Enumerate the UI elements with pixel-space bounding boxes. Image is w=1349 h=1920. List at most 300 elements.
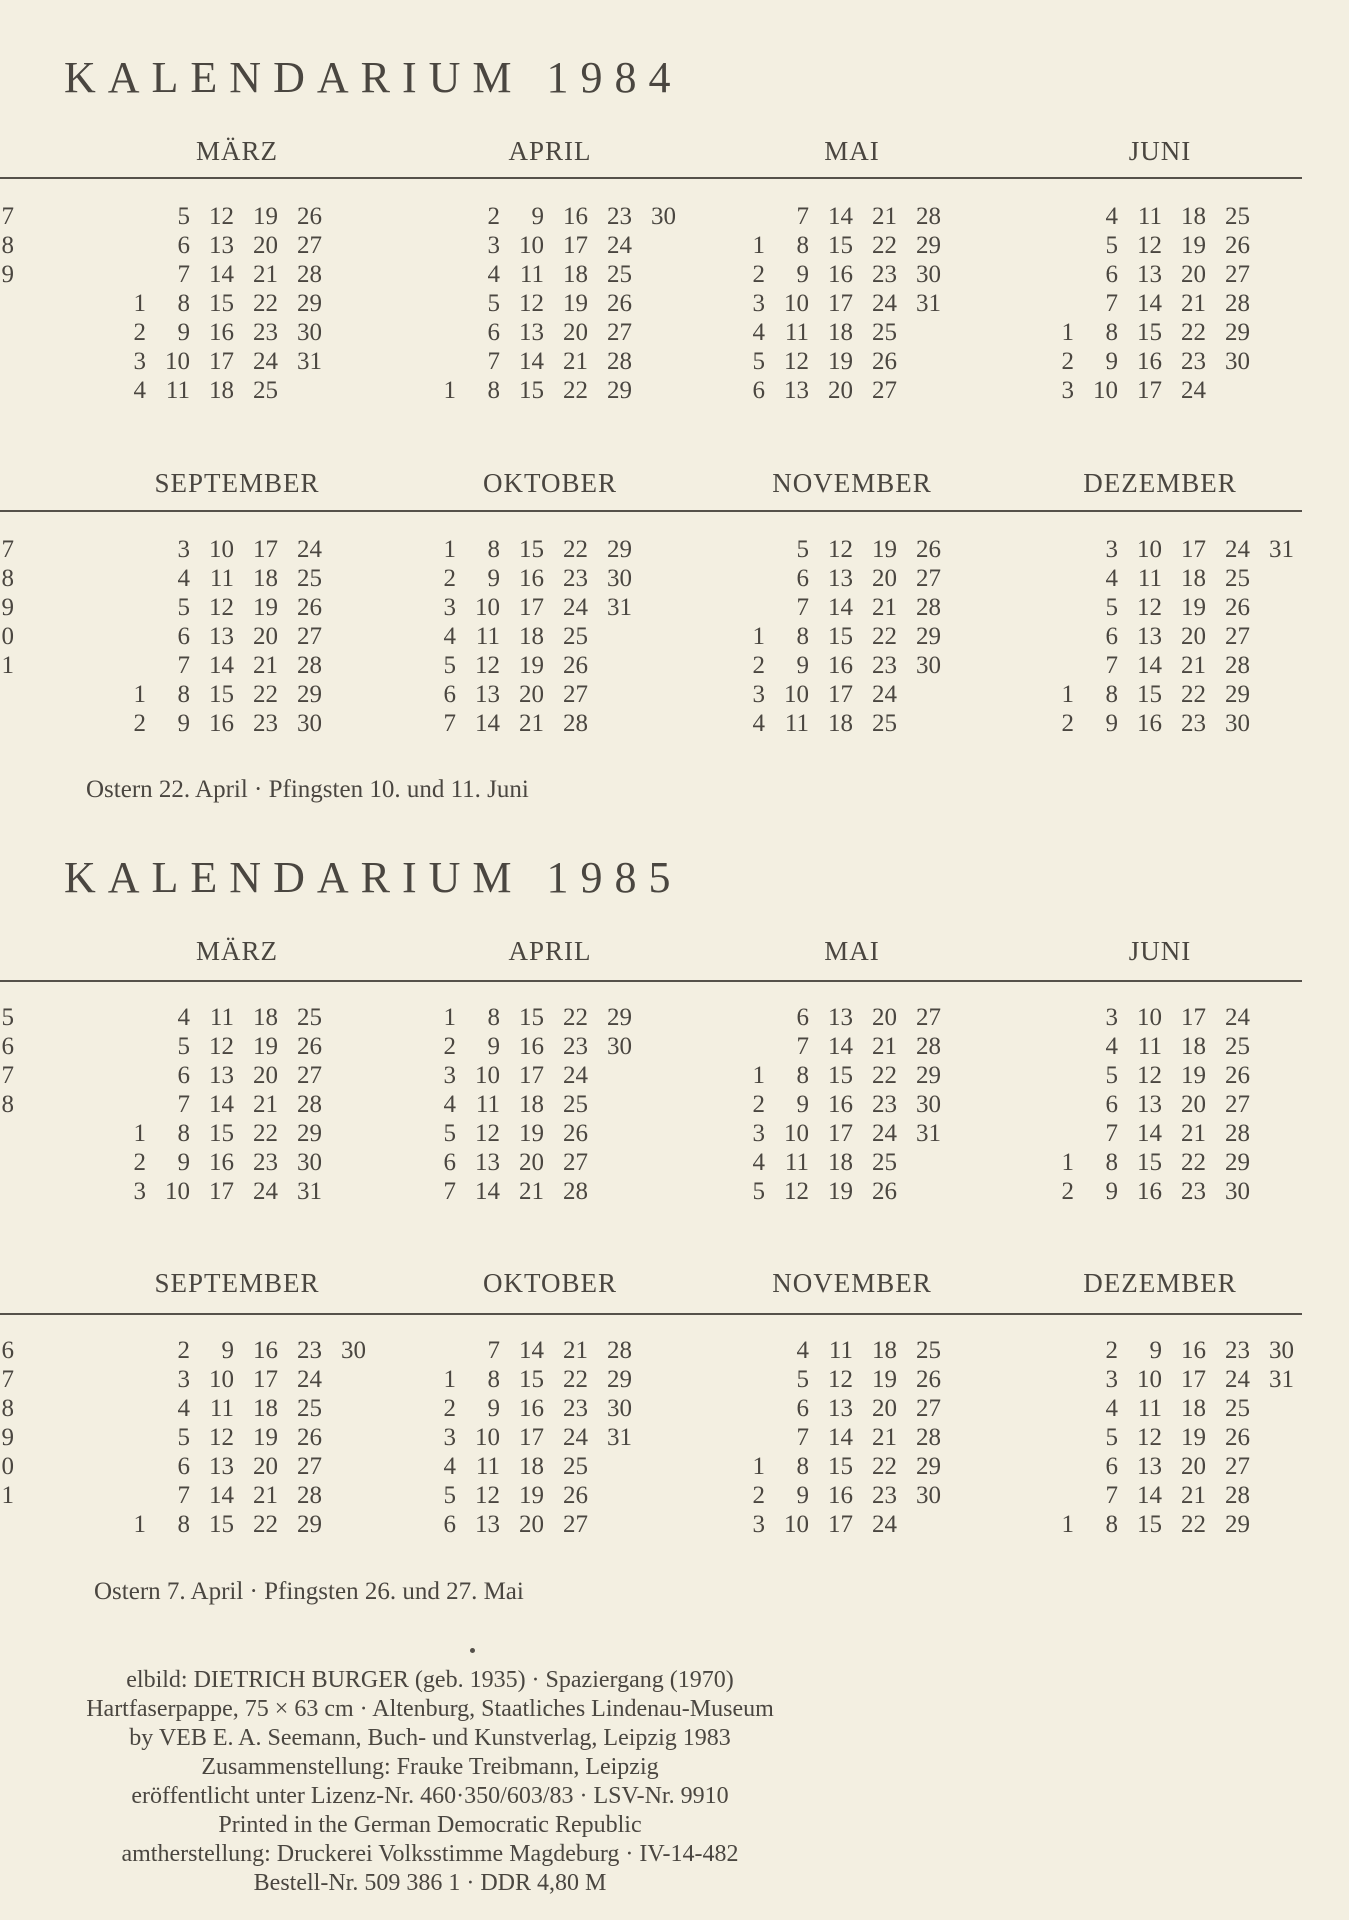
day-number: 8 bbox=[487, 377, 500, 404]
week-number: 8 bbox=[1, 565, 14, 592]
day-number: 30 bbox=[297, 1149, 322, 1176]
day-number: 13 bbox=[828, 1004, 853, 1031]
day-number: 31 bbox=[297, 1178, 322, 1205]
day-number: 4 bbox=[752, 1149, 765, 1176]
day-number: 12 bbox=[475, 652, 500, 679]
day-number: 21 bbox=[1181, 1120, 1206, 1147]
day-number: 18 bbox=[519, 623, 544, 650]
day-number: 25 bbox=[1225, 203, 1250, 230]
day-number: 7 bbox=[796, 1424, 809, 1451]
day-number: 8 bbox=[487, 1004, 500, 1031]
month-name: NOVEMBER bbox=[772, 1268, 932, 1298]
day-number: 27 bbox=[563, 1511, 588, 1538]
colophon-line: Hartfaserpappe, 75 × 63 cm · Altenburg, Staatliches Lindenau-Museum bbox=[86, 1696, 774, 1722]
week-number: 0 bbox=[1, 1453, 14, 1480]
day-number: 29 bbox=[916, 232, 941, 259]
day-number: 15 bbox=[1137, 681, 1162, 708]
separator-dot bbox=[470, 1648, 475, 1653]
day-number: 23 bbox=[253, 710, 278, 737]
day-number: 27 bbox=[916, 1395, 941, 1422]
day-number: 13 bbox=[828, 1395, 853, 1422]
day-number: 3 bbox=[1105, 1366, 1118, 1393]
day-number: 9 bbox=[177, 1149, 190, 1176]
day-number: 11 bbox=[475, 623, 500, 650]
day-number: 19 bbox=[253, 594, 278, 621]
day-number: 25 bbox=[1225, 1033, 1250, 1060]
day-number: 25 bbox=[297, 565, 322, 592]
day-number: 9 bbox=[531, 203, 544, 230]
day-number: 15 bbox=[1137, 319, 1162, 346]
day-number: 16 bbox=[1137, 1178, 1162, 1205]
day-number: 23 bbox=[872, 652, 897, 679]
day-number: 11 bbox=[209, 1004, 234, 1031]
day-number: 29 bbox=[607, 377, 632, 404]
day-number: 22 bbox=[872, 232, 897, 259]
day-number: 16 bbox=[1137, 348, 1162, 375]
day-number: 20 bbox=[563, 319, 588, 346]
day-number: 14 bbox=[209, 1482, 234, 1509]
day-number: 25 bbox=[563, 623, 588, 650]
day-number: 19 bbox=[872, 536, 897, 563]
day-number: 19 bbox=[828, 1178, 853, 1205]
day-number: 14 bbox=[828, 1424, 853, 1451]
day-number: 27 bbox=[1225, 261, 1250, 288]
day-number: 13 bbox=[475, 1511, 500, 1538]
day-number: 14 bbox=[209, 652, 234, 679]
calendar-title: KALENDARIUM 1985 bbox=[64, 853, 683, 902]
day-number: 1 bbox=[1061, 1149, 1074, 1176]
day-number: 21 bbox=[253, 261, 278, 288]
day-number: 7 bbox=[177, 1091, 190, 1118]
month-name: DEZEMBER bbox=[1083, 1268, 1237, 1298]
week-number: 1 bbox=[1, 1482, 14, 1509]
day-number: 15 bbox=[209, 1511, 234, 1538]
day-number: 8 bbox=[1105, 681, 1118, 708]
day-number: 23 bbox=[1181, 348, 1206, 375]
day-number: 25 bbox=[872, 1149, 897, 1176]
day-number: 23 bbox=[607, 203, 632, 230]
month-name: JUNI bbox=[1128, 936, 1192, 966]
day-number: 13 bbox=[1137, 1091, 1162, 1118]
day-number: 13 bbox=[1137, 261, 1162, 288]
day-number: 15 bbox=[828, 1062, 853, 1089]
day-number: 19 bbox=[563, 290, 588, 317]
day-number: 4 bbox=[487, 261, 500, 288]
day-number: 12 bbox=[209, 594, 234, 621]
day-number: 19 bbox=[872, 1366, 897, 1393]
day-number: 25 bbox=[297, 1395, 322, 1422]
day-number: 24 bbox=[1181, 377, 1206, 404]
day-number: 21 bbox=[872, 594, 897, 621]
day-number: 16 bbox=[519, 565, 544, 592]
month-name: MÄRZ bbox=[195, 136, 278, 166]
day-number: 13 bbox=[475, 1149, 500, 1176]
day-number: 1 bbox=[443, 536, 456, 563]
day-number: 24 bbox=[872, 290, 897, 317]
day-number: 8 bbox=[796, 1062, 809, 1089]
day-number: 13 bbox=[209, 1453, 234, 1480]
day-number: 10 bbox=[475, 1424, 500, 1451]
week-number: 9 bbox=[1, 594, 14, 621]
day-number: 2 bbox=[752, 261, 765, 288]
month-name: SEPTEMBER bbox=[154, 1268, 320, 1298]
day-number: 3 bbox=[752, 290, 765, 317]
day-number: 25 bbox=[872, 319, 897, 346]
day-number: 16 bbox=[563, 203, 588, 230]
week-number: 8 bbox=[1, 1091, 14, 1118]
day-number: 22 bbox=[872, 1062, 897, 1089]
day-number: 6 bbox=[443, 681, 456, 708]
day-number: 17 bbox=[1181, 1366, 1206, 1393]
day-number: 7 bbox=[443, 1178, 456, 1205]
day-number: 5 bbox=[796, 536, 809, 563]
day-number: 4 bbox=[177, 1004, 190, 1031]
colophon-line: by VEB E. A. Seemann, Buch- und Kunstverlag, Leipzig 1983 bbox=[129, 1725, 731, 1751]
day-number: 30 bbox=[651, 203, 676, 230]
day-number: 2 bbox=[1061, 348, 1074, 375]
day-number: 8 bbox=[796, 1453, 809, 1480]
day-number: 21 bbox=[519, 1178, 544, 1205]
day-number: 11 bbox=[475, 1453, 500, 1480]
day-number: 5 bbox=[443, 652, 456, 679]
day-number: 7 bbox=[177, 652, 190, 679]
day-number: 22 bbox=[1181, 1149, 1206, 1176]
day-number: 9 bbox=[1149, 1337, 1162, 1364]
day-number: 10 bbox=[165, 1178, 190, 1205]
day-number: 7 bbox=[1105, 290, 1118, 317]
day-number: 11 bbox=[828, 1337, 853, 1364]
day-number: 10 bbox=[475, 1062, 500, 1089]
day-number: 2 bbox=[1061, 710, 1074, 737]
day-number: 13 bbox=[209, 232, 234, 259]
day-number: 22 bbox=[1181, 319, 1206, 346]
day-number: 6 bbox=[796, 1004, 809, 1031]
day-number: 21 bbox=[872, 1424, 897, 1451]
day-number: 21 bbox=[1181, 1482, 1206, 1509]
day-number: 28 bbox=[916, 203, 941, 230]
day-number: 17 bbox=[209, 348, 234, 375]
day-number: 15 bbox=[828, 232, 853, 259]
day-number: 4 bbox=[443, 623, 456, 650]
day-number: 12 bbox=[828, 536, 853, 563]
day-number: 18 bbox=[1181, 565, 1206, 592]
day-number: 30 bbox=[341, 1337, 366, 1364]
day-number: 10 bbox=[784, 1511, 809, 1538]
day-number: 16 bbox=[1181, 1337, 1206, 1364]
day-number: 27 bbox=[297, 1062, 322, 1089]
day-number: 18 bbox=[519, 1453, 544, 1480]
day-number: 20 bbox=[872, 1004, 897, 1031]
day-number: 2 bbox=[1105, 1337, 1118, 1364]
day-number: 9 bbox=[796, 652, 809, 679]
day-number: 30 bbox=[916, 1482, 941, 1509]
month-name: MAI bbox=[824, 936, 880, 966]
day-number: 23 bbox=[1225, 1337, 1250, 1364]
day-number: 30 bbox=[607, 1395, 632, 1422]
day-number: 16 bbox=[519, 1033, 544, 1060]
calendar-title: KALENDARIUM 1984 bbox=[64, 53, 683, 102]
day-number: 2 bbox=[133, 319, 146, 346]
day-number: 29 bbox=[297, 1120, 322, 1147]
day-number: 9 bbox=[796, 1482, 809, 1509]
day-number: 5 bbox=[796, 1366, 809, 1393]
day-number: 27 bbox=[607, 319, 632, 346]
day-number: 17 bbox=[519, 1062, 544, 1089]
day-number: 6 bbox=[443, 1511, 456, 1538]
month-name: NOVEMBER bbox=[772, 468, 932, 498]
day-number: 26 bbox=[916, 1366, 941, 1393]
day-number: 20 bbox=[253, 1453, 278, 1480]
day-number: 8 bbox=[487, 1366, 500, 1393]
day-number: 5 bbox=[752, 348, 765, 375]
day-number: 9 bbox=[177, 319, 190, 346]
day-number: 3 bbox=[752, 1511, 765, 1538]
day-number: 14 bbox=[1137, 1482, 1162, 1509]
day-number: 11 bbox=[209, 1395, 234, 1422]
day-number: 26 bbox=[872, 348, 897, 375]
day-number: 10 bbox=[1093, 377, 1118, 404]
day-number: 17 bbox=[828, 290, 853, 317]
day-number: 28 bbox=[1225, 1482, 1250, 1509]
day-number: 3 bbox=[133, 348, 146, 375]
day-number: 26 bbox=[1225, 1062, 1250, 1089]
day-number: 20 bbox=[1181, 623, 1206, 650]
day-number: 5 bbox=[443, 1482, 456, 1509]
day-number: 14 bbox=[519, 348, 544, 375]
day-number: 27 bbox=[916, 565, 941, 592]
week-number: 7 bbox=[1, 1062, 14, 1089]
day-number: 28 bbox=[916, 1424, 941, 1451]
day-number: 23 bbox=[872, 1482, 897, 1509]
day-number: 20 bbox=[1181, 1091, 1206, 1118]
day-number: 12 bbox=[1137, 232, 1162, 259]
day-number: 2 bbox=[177, 1337, 190, 1364]
week-number: 9 bbox=[1, 1424, 14, 1451]
day-number: 29 bbox=[916, 1453, 941, 1480]
day-number: 7 bbox=[443, 710, 456, 737]
day-number: 22 bbox=[253, 290, 278, 317]
week-number: 9 bbox=[1, 261, 14, 288]
day-number: 6 bbox=[796, 1395, 809, 1422]
day-number: 17 bbox=[828, 1120, 853, 1147]
day-number: 11 bbox=[784, 710, 809, 737]
day-number: 14 bbox=[475, 1178, 500, 1205]
day-number: 18 bbox=[872, 1337, 897, 1364]
day-number: 3 bbox=[1105, 536, 1118, 563]
day-number: 22 bbox=[563, 1004, 588, 1031]
day-number: 5 bbox=[177, 1033, 190, 1060]
day-number: 17 bbox=[1181, 536, 1206, 563]
day-number: 31 bbox=[916, 290, 941, 317]
day-number: 6 bbox=[177, 1062, 190, 1089]
day-number: 13 bbox=[1137, 1453, 1162, 1480]
day-number: 27 bbox=[563, 1149, 588, 1176]
day-number: 1 bbox=[1061, 319, 1074, 346]
day-number: 20 bbox=[253, 232, 278, 259]
day-number: 6 bbox=[1105, 1453, 1118, 1480]
day-number: 18 bbox=[1181, 1033, 1206, 1060]
day-number: 19 bbox=[1181, 232, 1206, 259]
day-number: 27 bbox=[297, 623, 322, 650]
day-number: 14 bbox=[209, 1091, 234, 1118]
day-number: 25 bbox=[872, 710, 897, 737]
day-number: 26 bbox=[1225, 232, 1250, 259]
day-number: 3 bbox=[177, 1366, 190, 1393]
day-number: 5 bbox=[1105, 232, 1118, 259]
day-number: 27 bbox=[916, 1004, 941, 1031]
month-rule bbox=[0, 510, 1302, 512]
day-number: 4 bbox=[443, 1453, 456, 1480]
day-number: 29 bbox=[607, 1366, 632, 1393]
day-number: 20 bbox=[872, 1395, 897, 1422]
day-number: 9 bbox=[1105, 1178, 1118, 1205]
day-number: 30 bbox=[1225, 348, 1250, 375]
week-number: 8 bbox=[1, 232, 14, 259]
day-number: 16 bbox=[1137, 710, 1162, 737]
day-number: 30 bbox=[607, 1033, 632, 1060]
day-number: 17 bbox=[209, 1178, 234, 1205]
day-number: 12 bbox=[209, 1424, 234, 1451]
day-number: 13 bbox=[828, 565, 853, 592]
day-number: 16 bbox=[828, 1091, 853, 1118]
day-number: 2 bbox=[443, 1033, 456, 1060]
day-number: 6 bbox=[487, 319, 500, 346]
month-name: APRIL bbox=[508, 936, 592, 966]
day-number: 5 bbox=[1105, 1062, 1118, 1089]
day-number: 21 bbox=[253, 1091, 278, 1118]
day-number: 27 bbox=[297, 232, 322, 259]
month-rule bbox=[0, 177, 1302, 179]
day-number: 23 bbox=[297, 1337, 322, 1364]
day-number: 10 bbox=[209, 536, 234, 563]
day-number: 24 bbox=[1225, 1366, 1250, 1393]
day-number: 18 bbox=[828, 319, 853, 346]
week-number: 8 bbox=[1, 1395, 14, 1422]
day-number: 8 bbox=[1105, 319, 1118, 346]
day-number: 28 bbox=[1225, 1120, 1250, 1147]
day-number: 25 bbox=[1225, 1395, 1250, 1422]
month-name: MÄRZ bbox=[195, 936, 278, 966]
day-number: 24 bbox=[1225, 536, 1250, 563]
day-number: 14 bbox=[475, 710, 500, 737]
day-number: 3 bbox=[177, 536, 190, 563]
day-number: 8 bbox=[796, 623, 809, 650]
day-number: 4 bbox=[177, 565, 190, 592]
day-number: 26 bbox=[297, 1033, 322, 1060]
day-number: 23 bbox=[872, 261, 897, 288]
day-number: 6 bbox=[1105, 1091, 1118, 1118]
day-number: 28 bbox=[297, 652, 322, 679]
day-number: 18 bbox=[253, 565, 278, 592]
day-number: 25 bbox=[563, 1453, 588, 1480]
day-number: 1 bbox=[133, 290, 146, 317]
day-number: 21 bbox=[563, 348, 588, 375]
day-number: 27 bbox=[1225, 623, 1250, 650]
day-number: 22 bbox=[563, 1366, 588, 1393]
day-number: 15 bbox=[519, 536, 544, 563]
day-number: 6 bbox=[177, 232, 190, 259]
day-number: 2 bbox=[133, 710, 146, 737]
day-number: 26 bbox=[563, 1120, 588, 1147]
day-number: 24 bbox=[297, 536, 322, 563]
day-number: 5 bbox=[752, 1178, 765, 1205]
day-number: 18 bbox=[253, 1395, 278, 1422]
day-number: 24 bbox=[872, 681, 897, 708]
day-number: 1 bbox=[133, 681, 146, 708]
day-number: 9 bbox=[221, 1337, 234, 1364]
day-number: 15 bbox=[519, 1004, 544, 1031]
day-number: 14 bbox=[828, 1033, 853, 1060]
day-number: 14 bbox=[519, 1337, 544, 1364]
day-number: 7 bbox=[796, 203, 809, 230]
day-number: 4 bbox=[752, 710, 765, 737]
day-number: 9 bbox=[177, 710, 190, 737]
day-number: 1 bbox=[133, 1511, 146, 1538]
day-number: 18 bbox=[828, 710, 853, 737]
day-number: 22 bbox=[253, 681, 278, 708]
day-number: 18 bbox=[828, 1149, 853, 1176]
day-number: 12 bbox=[519, 290, 544, 317]
day-number: 11 bbox=[1137, 565, 1162, 592]
day-number: 8 bbox=[177, 1120, 190, 1147]
colophon-line: Zusammenstellung: Frauke Treibmann, Leipzig bbox=[201, 1754, 659, 1780]
day-number: 9 bbox=[1105, 710, 1118, 737]
day-number: 7 bbox=[177, 261, 190, 288]
day-number: 29 bbox=[297, 1511, 322, 1538]
week-number: 7 bbox=[1, 203, 14, 230]
day-number: 21 bbox=[1181, 290, 1206, 317]
day-number: 4 bbox=[1105, 1395, 1118, 1422]
day-number: 2 bbox=[487, 203, 500, 230]
day-number: 5 bbox=[177, 1424, 190, 1451]
day-number: 27 bbox=[1225, 1453, 1250, 1480]
day-number: 3 bbox=[487, 232, 500, 259]
day-number: 26 bbox=[607, 290, 632, 317]
month-rule bbox=[0, 980, 1302, 982]
day-number: 15 bbox=[1137, 1511, 1162, 1538]
day-number: 3 bbox=[443, 1062, 456, 1089]
day-number: 13 bbox=[1137, 623, 1162, 650]
day-number: 11 bbox=[1137, 1033, 1162, 1060]
day-number: 26 bbox=[872, 1178, 897, 1205]
month-name: OKTOBER bbox=[482, 468, 617, 498]
day-number: 19 bbox=[519, 652, 544, 679]
month-name: APRIL bbox=[508, 136, 592, 166]
day-number: 21 bbox=[519, 710, 544, 737]
day-number: 27 bbox=[297, 1453, 322, 1480]
day-number: 15 bbox=[519, 1366, 544, 1393]
day-number: 6 bbox=[1105, 623, 1118, 650]
day-number: 29 bbox=[297, 290, 322, 317]
day-number: 10 bbox=[519, 232, 544, 259]
day-number: 1 bbox=[752, 232, 765, 259]
day-number: 16 bbox=[828, 1482, 853, 1509]
day-number: 29 bbox=[1225, 319, 1250, 346]
day-number: 11 bbox=[209, 565, 234, 592]
day-number: 4 bbox=[133, 377, 146, 404]
day-number: 14 bbox=[1137, 652, 1162, 679]
day-number: 3 bbox=[1105, 1004, 1118, 1031]
day-number: 21 bbox=[563, 1337, 588, 1364]
day-number: 5 bbox=[177, 203, 190, 230]
day-number: 13 bbox=[209, 1062, 234, 1089]
day-number: 25 bbox=[1225, 565, 1250, 592]
day-number: 25 bbox=[563, 1091, 588, 1118]
day-number: 21 bbox=[253, 1482, 278, 1509]
day-number: 10 bbox=[784, 681, 809, 708]
day-number: 26 bbox=[297, 1424, 322, 1451]
day-number: 2 bbox=[752, 652, 765, 679]
